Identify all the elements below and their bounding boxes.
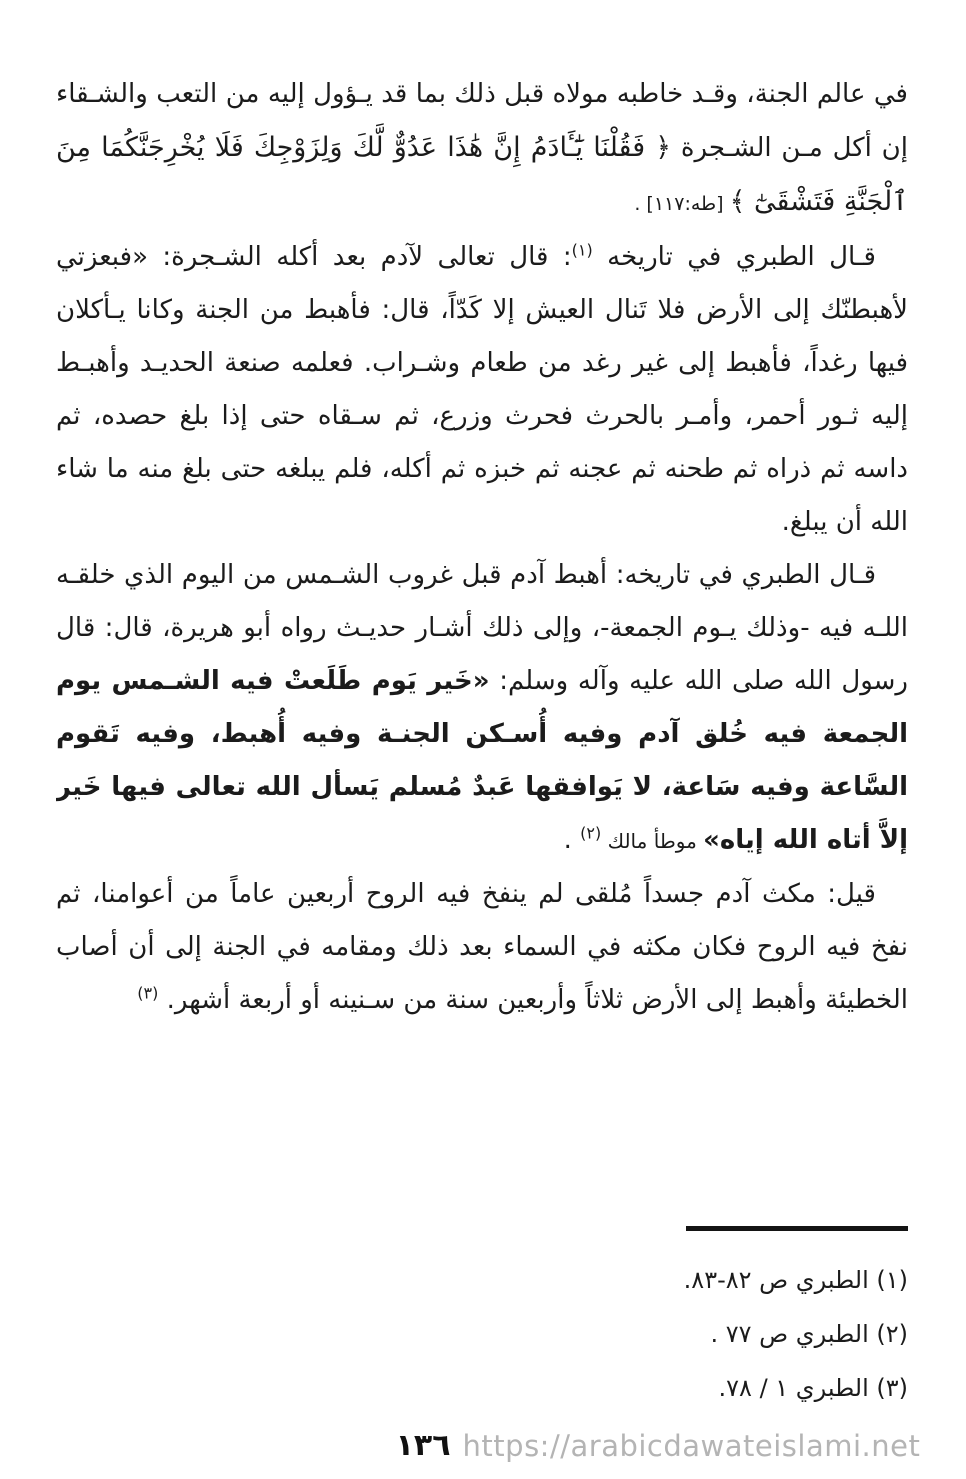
intro-text: في عالم الجنة، وقـد خاطبه مولاه قبل ذلك بما قد يـؤول إليه من التعب والشـقاء إن أكل مـن الشـجرة <box>56 79 908 163</box>
hadith-source: موطأ مالك <box>601 829 704 853</box>
verse-reference: [طه:١١٧] . <box>634 193 730 215</box>
paragraph-adam-body <box>56 868 908 1027</box>
footnote-ref-1: (١) <box>571 240 593 260</box>
hadith-end-dot: . <box>563 825 581 855</box>
paragraph-tabari-first <box>56 231 908 549</box>
footnote-3: (٣) الطبري ١ / ٧٨. <box>718 1374 908 1402</box>
footnotes-list <box>56 1253 908 1415</box>
quran-verse: ﴿ فَقُلْنَا يَٰٓـَٔادَمُ إِنَّ هَٰذَا عَدُوٌّ لَّكَ وَلِزَوْجِكَ فَلَا يُخْرِجَنَّكُمَا مِنَ ٱلْجَنَّةِ فَتَشْقَىٰٓ ﴾ <box>56 132 908 217</box>
footnote-separator <box>686 1226 908 1231</box>
footnote-area <box>56 1226 908 1415</box>
hadith-text: «خَير يَوم طَلَعتْ فيه الشـمس يوم الجمعة فيه خُلق آدم وفيه أُسـكن الجنـة وفيه أُهبط، وفيه تَقوم السَّاعة وفيه سَاعة، لا يَوافقها عَبدٌ مُسلم يَسأل الله تعالى فيها خَير إلاَّ أتاه الله إياه» <box>56 666 908 855</box>
tabari-first-body: : قال تعالى لآدم بعد أكله الشـجرة: «فبعزتي لأهبطنّك إلى الأرض فلا تَنال العيش إلا كَدّاً، قال: فأهبط من الجنة وكانا يـأكلان فيها رغداً، فأهبط إلى غير رغد من طعام وشـراب. فعلمه صنعة الحديـد وأهبـط إليه ثـور أحمر، وأمـر بالحرث فحرث وزرع، ثم سـقاه حتى إذا بلغ حصده، ثم داسه ثم ذراه ثم طحنه ثم عجنه ثم خبزه ثم أكله، فلم يبلغه حتى بلغ منه ما شاء الله أن يبلغ. <box>56 242 908 537</box>
main-text <box>56 68 908 1027</box>
footnote-ref-3: (٣) <box>137 983 159 1003</box>
tabari-second-lead: قـال الطبري في تاريخه: أهبط آدم قبل غروب الشـمس من اليوم الذي خلقـه اللـه فيه -وذلك يـوم الجمعة-، وإلى ذلك أشـار حديـث رواه أبو هريرة، قال: قال رسول الله صلى الله عليه وآله وسلم: <box>56 560 908 696</box>
tabari-first-lead: قـال الطبري في تاريخه <box>592 242 876 272</box>
footnote-2: (٢) الطبري ص ٧٧ . <box>710 1320 908 1348</box>
paragraph-intro <box>56 68 908 231</box>
page-footer <box>175 1428 966 1463</box>
adam-body-text: قيل: مكث آدم جسداً مُلقى لم ينفخ فيه الروح أربعين عاماً من أعوامنا، ثم نفخ فيه الروح فكان مكثه في السماء بعد ذلك ومقامه في الجنة إلى أن أصاب الخطيئة وأهبط إلى الأرض ثلاثاً وأربعين سنة من سـنينه أو أربعة أشهر. <box>56 879 908 1015</box>
paragraph-tabari-second <box>56 549 908 868</box>
footnote-1: (١) الطبري ص ٨٢-٨٣. <box>683 1266 908 1294</box>
footnote-ref-2: (٢) <box>580 823 602 843</box>
site-url-link[interactable]: https://arabicdawateislami.net <box>462 1428 921 1463</box>
page-number: ١٣٦ <box>395 1428 451 1463</box>
